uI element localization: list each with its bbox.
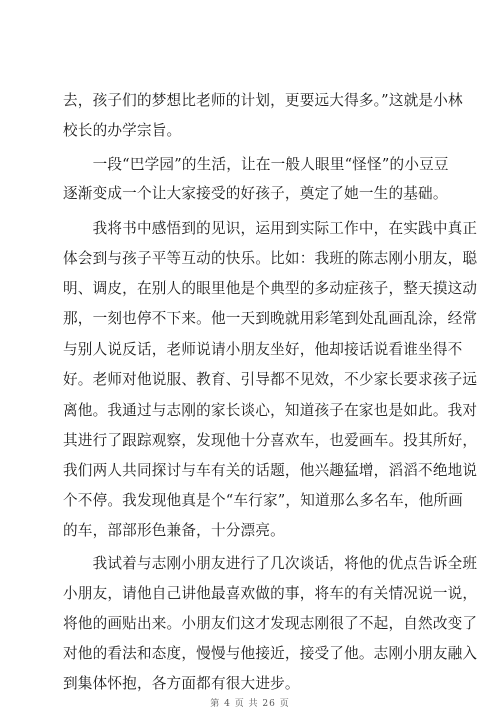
body-text-line: 与别人说反话，老师说请小朋友坐好，他却接话说看谁坐得不 — [63, 341, 463, 358]
body-text-line: 一段“巴学园”的生活，让在一般人眼里“怪怪”的小豆豆 — [63, 156, 449, 173]
body-text-line: 我将书中感悟到的见识，运用到实际工作中，在实践中真正 — [63, 220, 478, 237]
body-text-line: 小朋友，请他自己讲他最喜欢做的事，将车的有关情况说一说， — [63, 585, 478, 602]
body-text-line: 明、调皮，在别人的眼里他是个典型的多动症孩子，整天摸这动 — [63, 280, 478, 297]
body-text-line: 好。老师对他说服、教育、引导都不见效，不少家长要求孩子远 — [63, 371, 478, 388]
body-text-line: 将他的画贴出来。小朋友们这才发现志刚很了不起，自然改变了 — [63, 615, 478, 632]
page-number-footer: 第 4 页 共 26 页 — [210, 699, 290, 709]
body-text-line: 那，一刻也停不下来。他一天到晚就用彩笔到处乱画乱涂，经常 — [63, 310, 478, 327]
body-text-line: 我们两人共同探讨与车有关的话题，他兴趣猛增，滔滔不绝地说 — [63, 462, 478, 479]
body-text-line: 其进行了跟踪观察，发现他十分喜欢车，也爱画车。投其所好， — [63, 432, 478, 449]
body-text-line: 对他的看法和态度，慢慢与他接近，接受了他。志刚小朋友融入 — [63, 645, 478, 662]
body-text-line: 校长的办学宗旨。 — [63, 122, 182, 139]
body-text-line: 离他。我通过与志刚的家长谈心，知道孩子在家也是如此。我对 — [63, 402, 478, 419]
body-text-line: 去，孩子们的梦想比老师的计划，更要远大得多。”这就是小林 — [63, 92, 463, 109]
body-text-line: 到集体怀抱，各方面都有很大进步。 — [63, 675, 300, 692]
body-text-line: 我试着与志刚小朋友进行了几次谈话，将他的优点告诉全班 — [63, 555, 478, 572]
body-text-line: 个不停。我发现他真是个“车行家”，知道那么多名车，他所画 — [63, 492, 463, 509]
body-text-line: 体会到与孩子平等互动的快乐。比如：我班的陈志刚小朋友，聪 — [63, 250, 478, 267]
body-text-line: 逐渐变成一个让大家接受的好孩子，奠定了她一生的基础。 — [63, 185, 448, 202]
body-text-line: 的车，部部形色兼备，十分漂亮。 — [63, 522, 285, 539]
